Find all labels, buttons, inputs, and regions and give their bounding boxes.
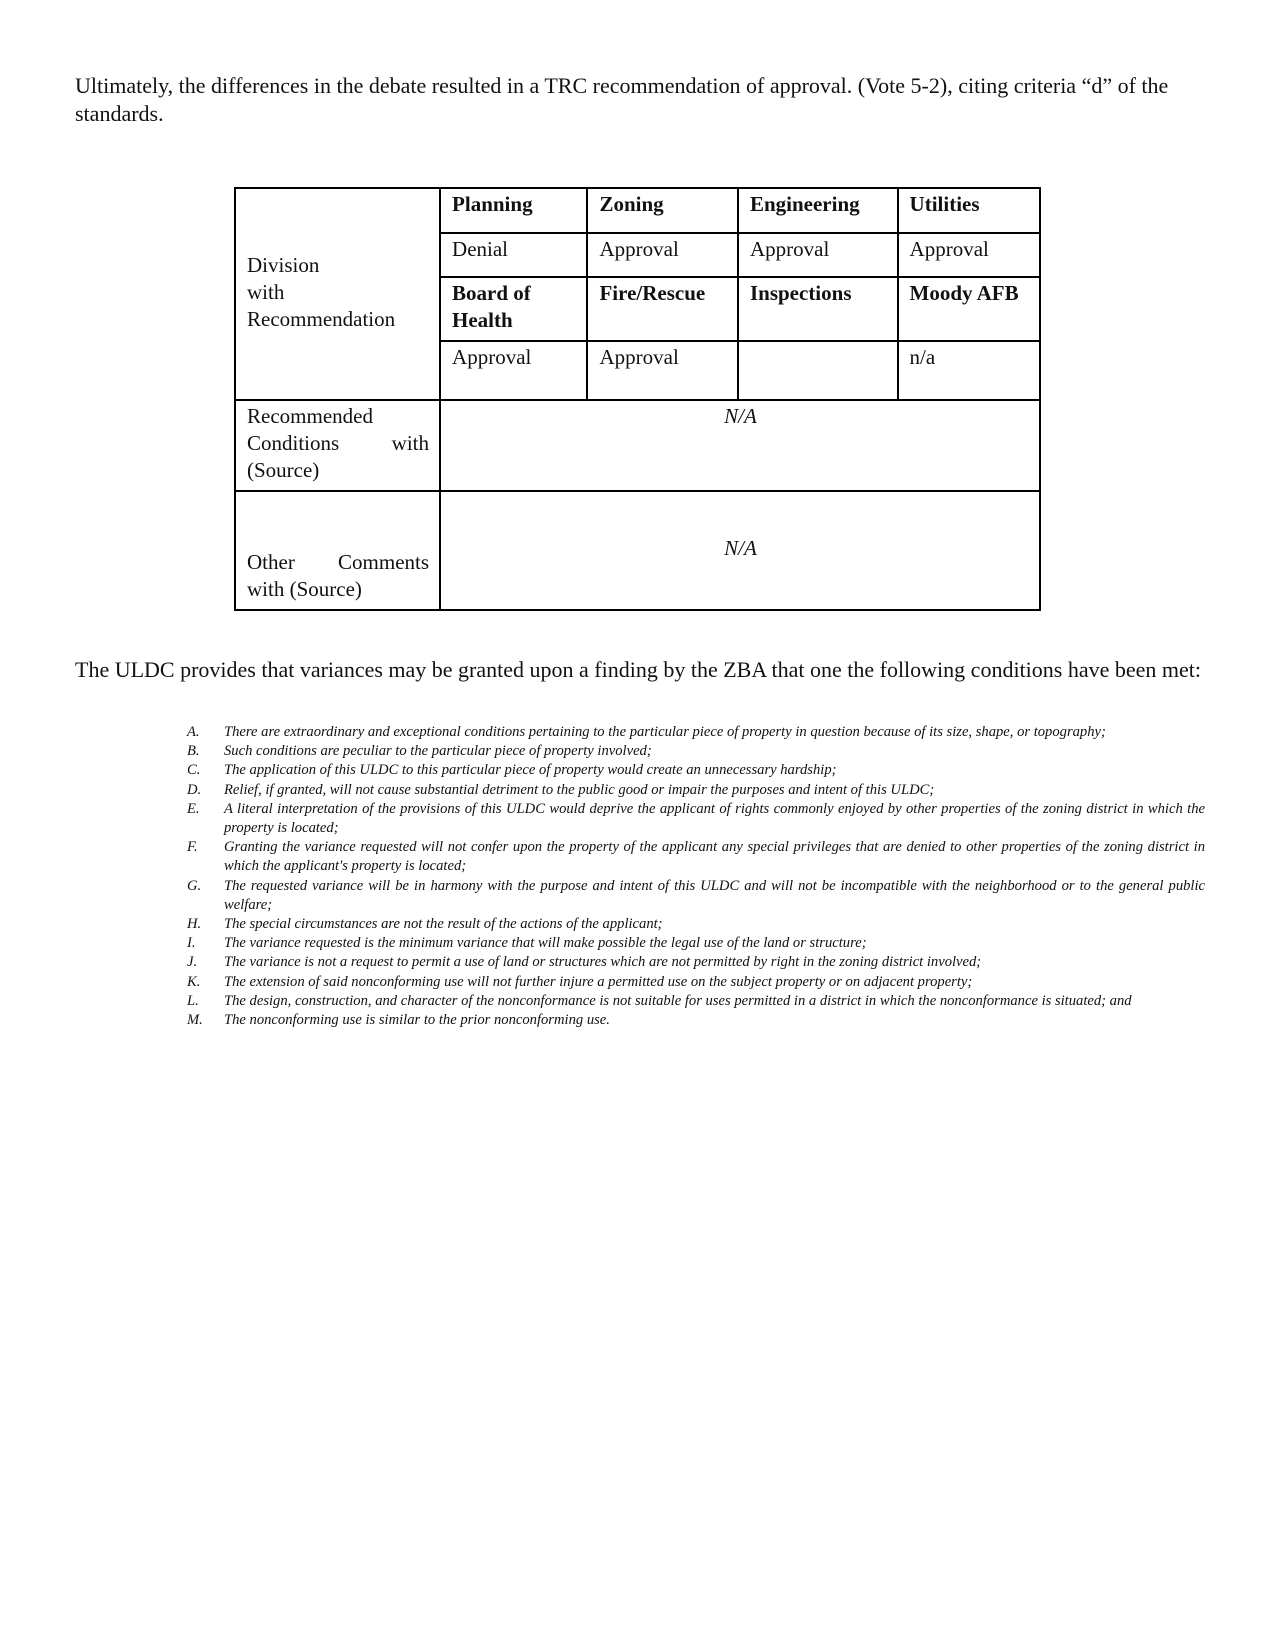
condition-letter: F.	[187, 839, 198, 856]
condition-text: The requested variance will be in harmony with the purpose and intent of this ULDC and will not be incompatible with the neighborhood or to the general public welfare;	[224, 877, 1205, 913]
header-utilities: Utilities	[898, 188, 1040, 233]
condition-letter: E.	[187, 800, 200, 817]
division-label-line: Division	[247, 252, 320, 277]
other-label-line: Other Comments	[247, 550, 430, 574]
value-inspections	[738, 341, 898, 400]
list-item	[182, 953, 1205, 972]
header-board-of-health: Board of Health	[440, 277, 587, 341]
other-comments-value: N/A	[440, 491, 1040, 610]
condition-text: Granting the variance requested will not confer upon the property of the applicant any special privileges that are denied to other properties of the zoning district in which the applicant's property is located;	[224, 839, 1205, 875]
list-item	[182, 992, 1205, 1011]
list-item	[182, 781, 1205, 800]
condition-letter: C.	[187, 762, 201, 779]
other-label-line: with (Source)	[247, 577, 362, 601]
value-engineering: Approval	[738, 233, 898, 277]
list-item	[182, 838, 1205, 876]
list-item	[182, 1011, 1205, 1030]
uldc-paragraph: The ULDC provides that variances may be granted upon a finding by the ZBA that one the following conditions have been met:	[75, 657, 1201, 682]
condition-text: The nonconforming use is similar to the prior nonconforming use.	[224, 1012, 610, 1029]
header-zoning: Zoning	[587, 188, 737, 233]
list-item	[182, 723, 1205, 742]
condition-text: The variance requested is the minimum variance that will make possible the legal use of the land or structure;	[224, 935, 867, 952]
list-item	[182, 742, 1205, 761]
recommendation-table	[234, 187, 1041, 611]
condition-text: The application of this ULDC to this particular piece of property would create an unnecessary hardship;	[224, 762, 837, 779]
value-fire-rescue: Approval	[587, 341, 737, 400]
condition-text: Such conditions are peculiar to the particular piece of property involved;	[224, 743, 652, 760]
condition-letter: K.	[187, 973, 201, 990]
table-row	[235, 188, 1040, 233]
value-utilities: Approval	[898, 233, 1040, 277]
header-planning: Planning	[440, 188, 587, 233]
value-moody-afb: n/a	[898, 341, 1040, 400]
condition-letter: H.	[187, 916, 202, 933]
condition-letter: B.	[187, 743, 200, 760]
value-board-of-health: Approval	[440, 341, 587, 400]
condition-letter: A.	[187, 724, 200, 740]
condition-letter: G.	[187, 877, 202, 894]
condition-text: There are extraordinary and exceptional conditions pertaining to the particular piece of property in question because of its size, shape, or topography;	[224, 724, 1106, 740]
condition-letter: D.	[187, 781, 202, 798]
condition-letter: L.	[187, 992, 199, 1009]
header-inspections: Inspections	[738, 277, 898, 341]
header-engineering: Engineering	[738, 188, 898, 233]
header-fire-rescue: Fire/Rescue	[587, 277, 737, 341]
condition-text: The extension of said nonconforming use will not further injure a permitted use on the subject property or on adjacent property;	[224, 973, 973, 990]
condition-letter: J.	[187, 954, 198, 971]
list-item	[182, 915, 1205, 934]
value-zoning: Approval	[587, 233, 737, 277]
conditions-list	[182, 723, 1205, 1030]
intro-paragraph: Ultimately, the differences in the debate resulted in a TRC recommendation of approval. (Vote 5-2), citing criteria “d” of the standards.	[75, 73, 1169, 126]
condition-text: The variance is not a request to permit a use of land or structures which are not permitted by right in the zoning district involved;	[224, 954, 982, 971]
list-item	[182, 973, 1205, 992]
division-label-line: Recommendation	[247, 306, 396, 331]
list-item	[182, 877, 1205, 915]
recommended-conditions-label	[235, 400, 440, 491]
division-label-cell	[235, 188, 440, 400]
condition-text: The design, construction, and character of the nonconformance is not suitable for uses permitted in a district in which the nonconformance is situated; and	[224, 992, 1132, 1009]
recommended-conditions-value: N/A	[440, 400, 1040, 491]
list-item	[182, 934, 1205, 953]
recommended-label-line: (Source)	[247, 458, 320, 482]
recommended-label-line: Conditions with	[247, 431, 430, 455]
condition-letter: I.	[187, 935, 196, 952]
other-comments-label	[235, 491, 440, 610]
condition-text: Relief, if granted, will not cause substantial detriment to the public good or impair the purposes and intent of this ULDC;	[224, 781, 935, 798]
header-moody-afb: Moody AFB	[898, 277, 1040, 341]
value-planning: Denial	[440, 233, 587, 277]
list-item	[182, 800, 1205, 838]
condition-text: A literal interpretation of the provisions of this ULDC would deprive the applicant of rights commonly enjoyed by other properties of the zoning district in which the property is located;	[224, 800, 1205, 837]
table-row	[235, 491, 1040, 610]
table-row	[235, 400, 1040, 491]
recommended-label-line: Recommended	[247, 404, 373, 428]
condition-text: The special circumstances are not the result of the actions of the applicant;	[224, 916, 663, 933]
division-label-line: with	[247, 279, 285, 304]
condition-letter: M.	[187, 1012, 203, 1029]
list-item	[182, 761, 1205, 780]
